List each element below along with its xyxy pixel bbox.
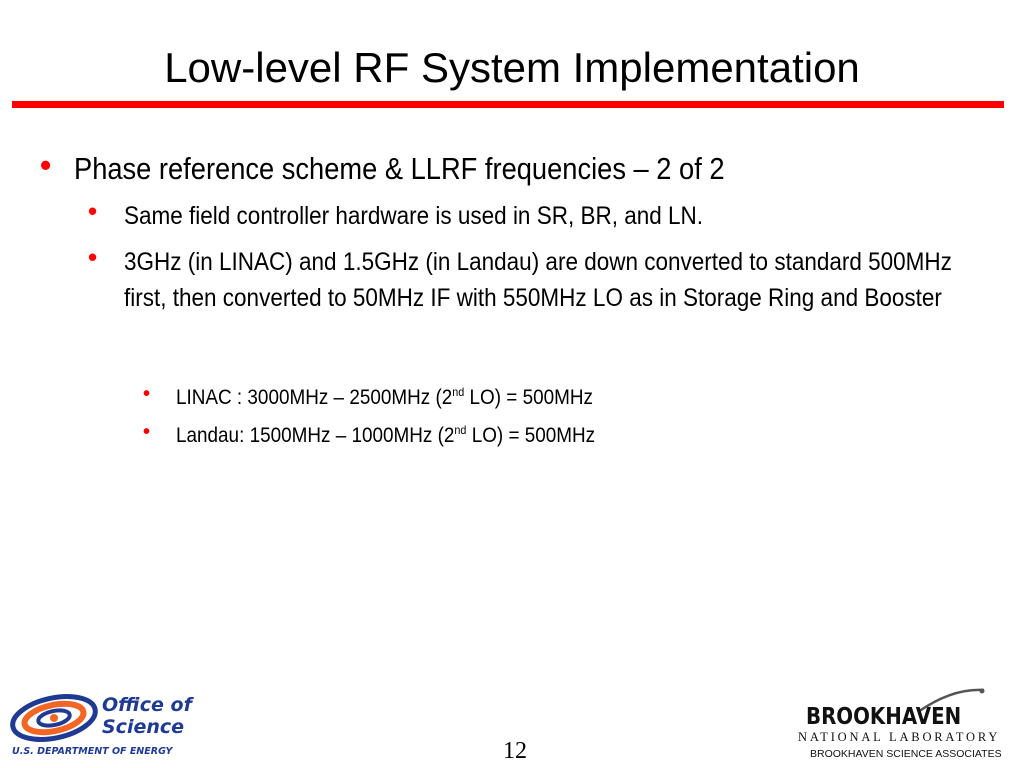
- superscript: nd: [454, 423, 467, 437]
- slide-title: Low-level RF System Implementation: [164, 44, 860, 91]
- doe-title-line2: Science: [102, 716, 185, 738]
- brookhaven-lab: NATIONAL LABORATORY: [798, 730, 1001, 744]
- bullet-text: Landau: 1500MHz – 1000MHz (2: [176, 424, 455, 447]
- bullet-level3: [176, 421, 595, 451]
- brookhaven-name: BROOKHAVEN: [806, 704, 962, 730]
- brookhaven-logo: [792, 686, 1016, 766]
- doe-office-of-science-logo: [10, 692, 240, 764]
- bullet-dot: •: [88, 242, 98, 272]
- brookhaven-associates: BROOKHAVEN SCIENCE ASSOCIATES: [810, 748, 1002, 760]
- bullet-level2: Same field controller hardware is used in SR, BR, and LN.: [124, 202, 704, 230]
- bullet-level2: 3GHz (in LINAC) and 1.5GHz (in Landau) are down converted to standard 500MHz first, then converted to 50MHz IF with 550MHz LO as in Storage Ring and Booster: [124, 248, 952, 312]
- bullet-dot: •: [143, 421, 151, 443]
- bullet-text: LO) = 500MHz: [466, 424, 596, 447]
- doe-title-line1: Office of: [102, 694, 192, 716]
- superscript: nd: [452, 385, 465, 399]
- bullet-level3: [176, 383, 593, 413]
- doe-subtitle: U.S. DEPARTMENT OF ENERGY: [12, 746, 173, 757]
- bullet-dot: •: [40, 147, 52, 183]
- doe-title: [102, 694, 192, 738]
- bullet-level1: Phase reference scheme & LLRF frequencies – 2 of 2: [74, 151, 725, 186]
- bullet-dot: •: [143, 383, 151, 405]
- title-underline: [12, 101, 1004, 108]
- bullet-dot: •: [88, 196, 98, 226]
- bullet-text: LINAC : 3000MHz – 2500MHz (2: [176, 386, 453, 409]
- doe-swirl-icon: [10, 692, 98, 744]
- bullet-text: LO) = 500MHz: [464, 386, 593, 409]
- page-number: 12: [503, 738, 527, 764]
